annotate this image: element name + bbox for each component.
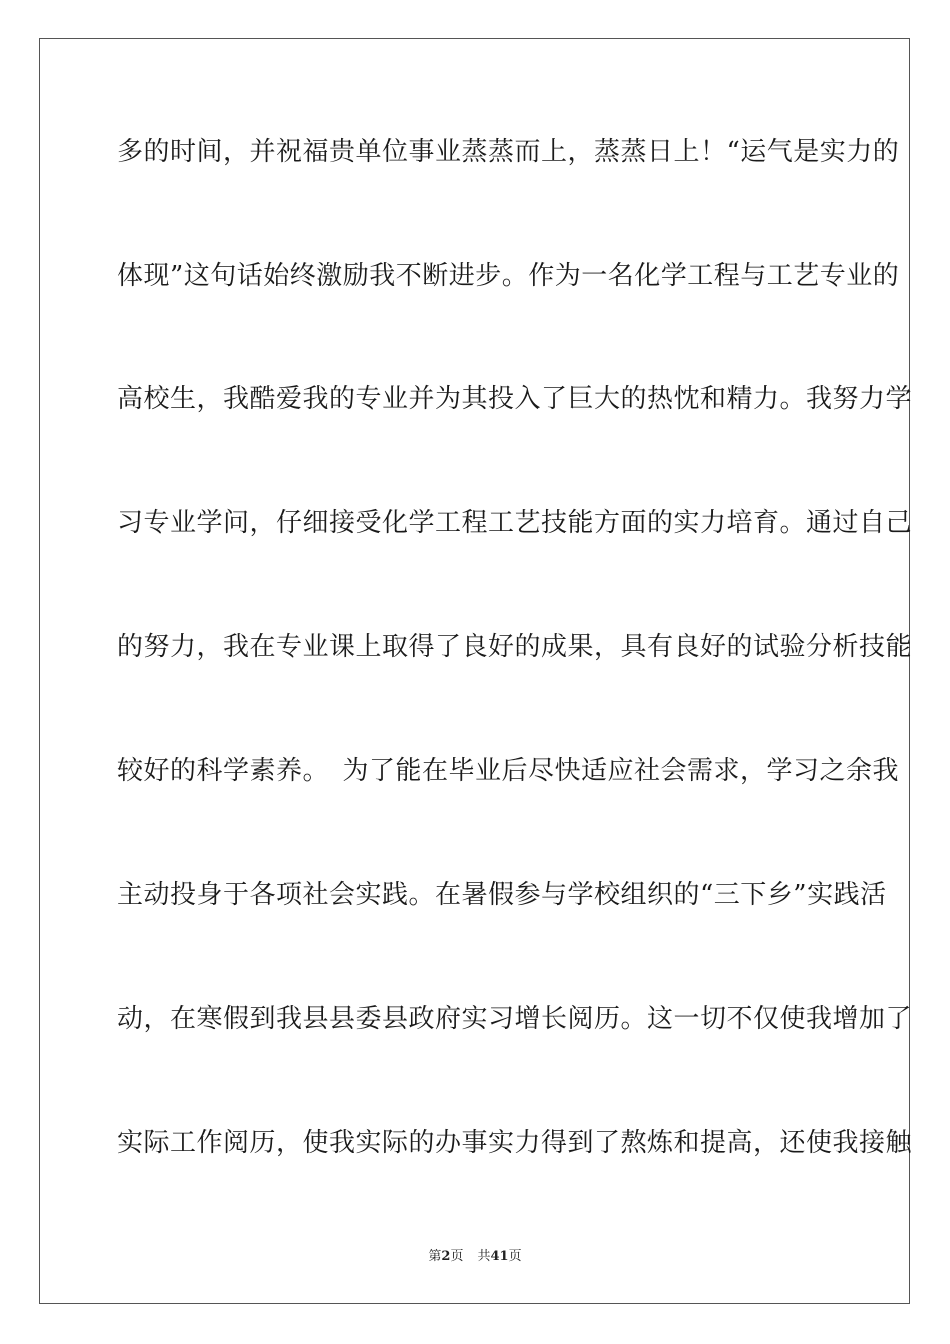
body-text-line-3: 高校生，我酷爱我的专业并为其投入了巨大的热忱和精力。我努力学	[117, 384, 913, 414]
body-text-line-6: 较好的科学素养。 为了能在毕业后尽快适应社会需求，学习之余我	[117, 756, 900, 786]
total-prefix: 共	[477, 1249, 491, 1264]
body-text-line-5: 的努力，我在专业课上取得了良好的成果，具有良好的试验分析技能	[117, 632, 913, 662]
body-text-line-7: 主动投身于各项社会实践。在暑假参与学校组织的“三下乡”实践活	[117, 880, 887, 910]
page-footer	[0, 1248, 950, 1266]
body-text-line-1: 多的时间，并祝福贵单位事业蒸蒸而上，蒸蒸日上！“运气是实力的	[117, 137, 900, 167]
body-text-line-2: 体现”这句话始终激励我不断进步。作为一名化学工程与工艺专业的	[117, 261, 900, 291]
body-text-line-9: 实际工作阅历，使我实际的办事实力得到了熬炼和提高，还使我接触	[117, 1128, 913, 1158]
body-text-line-4: 习专业学问，仔细接受化学工程工艺技能方面的实力培育。通过自己	[117, 508, 913, 538]
page-border	[39, 38, 913, 1304]
page-prefix: 第	[428, 1249, 442, 1264]
page-number: 2	[441, 1249, 451, 1264]
total-pages: 41	[490, 1249, 509, 1264]
body-text-line-8: 动，在寒假到我县县委县政府实习增长阅历。这一切不仅使我增加了	[117, 1004, 913, 1034]
total-suffix: 页	[508, 1249, 522, 1264]
page-suffix: 页	[450, 1249, 464, 1264]
